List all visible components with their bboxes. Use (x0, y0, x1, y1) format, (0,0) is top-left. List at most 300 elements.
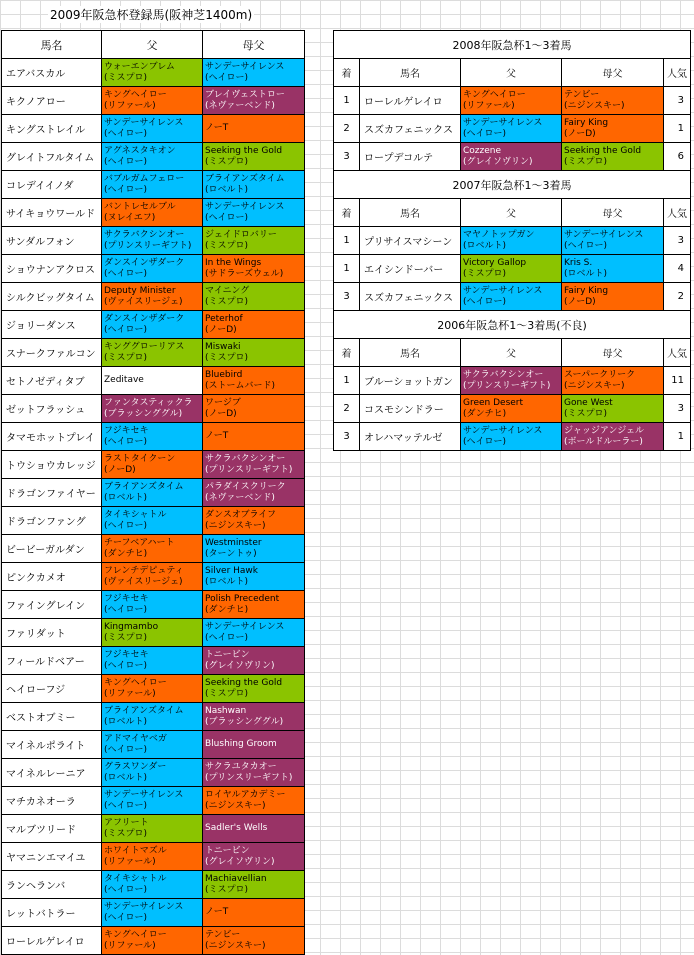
horse-name: サクラバクシンオー (463, 369, 544, 380)
pedigree-cell[interactable] (102, 311, 203, 339)
horse-name-cell[interactable]: セトノゼディタブ (2, 367, 102, 395)
pedigree-cell[interactable] (102, 339, 203, 367)
pedigree-cell[interactable] (203, 619, 305, 647)
pedigree-cell[interactable] (203, 927, 305, 955)
column-header[interactable]: 母父 (562, 59, 664, 87)
pedigree-cell[interactable] (203, 367, 305, 395)
sire-line: (ニジンスキー) (564, 380, 625, 391)
horse-name-cell[interactable]: スズカフェニックス (360, 115, 461, 143)
horse-name: ワージブ (205, 397, 241, 408)
horse-name: ダンスインザダーク (104, 257, 185, 268)
horse-name-cell[interactable]: エアバスカル (2, 59, 102, 87)
sire-line: (ボールドルーラー) (564, 436, 643, 447)
horse-name-cell[interactable]: ゼットフラッシュ (2, 395, 102, 423)
table-row (2, 899, 305, 927)
pedigree-cell[interactable] (102, 367, 203, 395)
sire-line: (ヘイロー) (104, 184, 148, 195)
sire-line: (ターントゥ) (205, 548, 257, 559)
table-row (2, 367, 305, 395)
horse-name: Zeditave (104, 375, 144, 385)
pedigree-cell[interactable] (102, 423, 203, 451)
section-title[interactable]: 2007年阪急杯1～3着馬 (334, 171, 691, 199)
finish-position[interactable]: 1 (334, 87, 360, 115)
finish-position[interactable]: 3 (334, 143, 360, 171)
popularity[interactable]: 3 (664, 227, 691, 255)
table-row (334, 367, 691, 395)
sire-line: (ミスプロ) (205, 296, 249, 307)
pedigree-cell[interactable] (102, 619, 203, 647)
horse-name-cell[interactable]: ドラゴンファング (2, 507, 102, 535)
horse-name-cell[interactable]: マルブツリード (2, 815, 102, 843)
horse-name: Fairy King (564, 117, 609, 128)
table-row (2, 227, 305, 255)
pedigree-cell[interactable] (203, 899, 305, 927)
table-row (2, 59, 305, 87)
column-header[interactable]: 人気 (664, 339, 691, 367)
horse-name: Seeking the Gold (205, 677, 283, 688)
pedigree-cell[interactable] (461, 115, 562, 143)
pedigree-cell[interactable] (203, 787, 305, 815)
sire-line: (ニジンスキー) (205, 520, 266, 531)
header-row (334, 339, 691, 367)
horse-name-cell[interactable]: ローレルゲレイロ (360, 87, 461, 115)
pedigree-cell[interactable] (203, 591, 305, 619)
table-row (334, 143, 691, 171)
column-header[interactable]: 父 (461, 339, 562, 367)
horse-name: タイキシャトル (104, 509, 167, 520)
horse-name: フジキセキ (104, 425, 149, 436)
horse-name-cell[interactable]: ヤマニンエマイユ (2, 843, 102, 871)
section-title-row (334, 31, 691, 59)
pedigree-cell[interactable] (562, 395, 664, 423)
horse-name: バブルガムフェロー (104, 173, 185, 184)
table-row (2, 647, 305, 675)
horse-name: フジキセキ (104, 649, 149, 660)
horse-name-cell[interactable]: フィールドベアー (2, 647, 102, 675)
section-title-row (334, 311, 691, 339)
pedigree-cell[interactable] (203, 759, 305, 787)
sire-line: (ネヴァーベンド) (205, 492, 275, 503)
pedigree-cell[interactable] (203, 675, 305, 703)
pedigree-cell[interactable] (203, 535, 305, 563)
pedigree-cell[interactable] (102, 815, 203, 843)
horse-name: Silver Hawk (205, 565, 258, 576)
horse-name: Seeking the Gold (205, 145, 283, 156)
pedigree-cell[interactable] (102, 87, 203, 115)
horse-name: バントレセルブル (104, 201, 176, 212)
sire-line: (ロベルト) (463, 240, 507, 251)
pedigree-cell[interactable] (203, 311, 305, 339)
sire-line: (ミスプロ) (564, 156, 608, 167)
sire-line: (リファール) (104, 688, 156, 699)
pedigree-cell[interactable] (102, 703, 203, 731)
pedigree-cell[interactable] (102, 759, 203, 787)
pedigree-cell[interactable] (203, 451, 305, 479)
pedigree-cell[interactable] (102, 283, 203, 311)
sire-line: (ヘイロー) (205, 212, 249, 223)
sire-line: (ヘイロー) (463, 128, 507, 139)
pedigree-cell[interactable] (203, 647, 305, 675)
horse-name: サンデーサイレンス (463, 285, 543, 296)
pedigree-cell[interactable] (102, 171, 203, 199)
pedigree-cell[interactable] (562, 143, 664, 171)
finish-position[interactable]: 1 (334, 255, 360, 283)
horse-name: サンデーサイレンス (104, 901, 184, 912)
popularity[interactable]: 6 (664, 143, 691, 171)
column-header[interactable]: 父 (102, 31, 203, 59)
finish-position[interactable]: 1 (334, 367, 360, 395)
sire-line: (ヘイロー) (205, 72, 249, 83)
column-header[interactable]: 馬名 (2, 31, 102, 59)
horse-name-cell[interactable]: レットバトラー (2, 899, 102, 927)
horse-name: ラストタイクーン (104, 453, 176, 464)
popularity[interactable]: 11 (664, 367, 691, 395)
header-row (2, 31, 305, 59)
column-header[interactable]: 馬名 (360, 199, 461, 227)
table-row (2, 423, 305, 451)
column-header[interactable]: 着 (334, 339, 360, 367)
table-row (2, 87, 305, 115)
table-row (2, 339, 305, 367)
horse-name: スーパークリーク (564, 369, 636, 380)
horse-name: キンググローリアス (104, 341, 185, 352)
horse-name: ノーT (205, 123, 229, 133)
pedigree-cell[interactable] (203, 171, 305, 199)
horse-name: キングヘイロー (104, 929, 167, 940)
horse-name-cell[interactable]: ファリダット (2, 619, 102, 647)
horse-name: サンデーサイレンス (463, 117, 543, 128)
horse-name: Miswaki (205, 341, 241, 352)
pedigree-cell[interactable] (203, 339, 305, 367)
horse-name: フジキセキ (104, 593, 149, 604)
entries-table (1, 30, 305, 955)
finish-position[interactable]: 2 (334, 115, 360, 143)
horse-name: フレンチデピュティ (104, 565, 184, 576)
column-header[interactable]: 着 (334, 199, 360, 227)
horse-name-cell[interactable]: オレハマッテルゼ (360, 423, 461, 451)
column-header[interactable]: 人気 (664, 199, 691, 227)
pedigree-cell[interactable] (102, 787, 203, 815)
horse-name-cell[interactable]: ショウナンアクロス (2, 255, 102, 283)
horse-name: テンビー (564, 89, 600, 100)
table-row (2, 451, 305, 479)
pedigree-cell[interactable] (203, 255, 305, 283)
table-row (334, 255, 691, 283)
pedigree-cell[interactable] (203, 843, 305, 871)
table-row (2, 563, 305, 591)
horse-name-cell[interactable]: タマモホットプレイ (2, 423, 102, 451)
table-row (2, 675, 305, 703)
horse-name-cell[interactable]: ブルーショットガン (360, 367, 461, 395)
pedigree-cell[interactable] (203, 283, 305, 311)
pedigree-cell[interactable] (562, 115, 664, 143)
pedigree-cell[interactable] (203, 423, 305, 451)
horse-name: トニービン (205, 845, 250, 856)
horse-name-cell[interactable]: マチカネオーラ (2, 787, 102, 815)
pedigree-cell[interactable] (461, 227, 562, 255)
horse-name: タイキシャトル (104, 873, 167, 884)
horse-name-cell[interactable]: トウショウカレッジ (2, 451, 102, 479)
pedigree-cell[interactable] (461, 395, 562, 423)
pedigree-cell[interactable] (203, 815, 305, 843)
table-row (2, 815, 305, 843)
horse-name-cell[interactable]: シルクビッグタイム (2, 283, 102, 311)
column-header[interactable]: 父 (461, 199, 562, 227)
horse-name: Blushing Groom (205, 739, 277, 749)
horse-name-cell[interactable]: コスモシンドラー (360, 395, 461, 423)
sire-line: (ヘイロー) (104, 436, 148, 447)
horse-name: サンデーサイレンス (205, 201, 285, 212)
horse-name: チーフベアハート (104, 537, 175, 548)
horse-name: ダンスオブライフ (205, 509, 277, 520)
finish-position[interactable]: 2 (334, 395, 360, 423)
sire-line: (ヘイロー) (564, 240, 608, 251)
header-row (334, 59, 691, 87)
sire-line: (リファール) (463, 100, 515, 111)
horse-name: Kris S. (564, 257, 593, 268)
pedigree-cell[interactable] (102, 647, 203, 675)
finish-position[interactable]: 3 (334, 283, 360, 311)
horse-name: サクラバクシンオー (205, 453, 286, 464)
horse-name-cell[interactable]: ビービーガルダン (2, 535, 102, 563)
horse-name: Seeking the Gold (564, 145, 642, 156)
horse-name-cell[interactable]: ドラゴンファイヤー (2, 479, 102, 507)
pedigree-cell[interactable] (203, 87, 305, 115)
pedigree-cell[interactable] (203, 563, 305, 591)
pedigree-cell[interactable] (102, 535, 203, 563)
horse-name: Fairy King (564, 285, 609, 296)
horse-name-cell[interactable]: キングストレイル (2, 115, 102, 143)
pedigree-cell[interactable] (203, 199, 305, 227)
sire-line: (プリンスリーギフト) (104, 240, 192, 251)
sire-line: (ノーD) (564, 128, 596, 139)
pedigree-cell[interactable] (102, 731, 203, 759)
pedigree-cell[interactable] (461, 143, 562, 171)
pedigree-cell[interactable] (203, 731, 305, 759)
horse-name-cell[interactable]: サンダルフォン (2, 227, 102, 255)
horse-name: キングヘイロー (463, 89, 526, 100)
pedigree-cell[interactable] (203, 227, 305, 255)
finish-position[interactable]: 1 (334, 227, 360, 255)
horse-name-cell[interactable]: ベストオブミー (2, 703, 102, 731)
horse-name: トニービン (205, 649, 250, 660)
column-header[interactable]: 母父 (562, 199, 664, 227)
horse-name-cell[interactable]: エイシンドーバー (360, 255, 461, 283)
horse-name-cell[interactable]: コレデイイノダ (2, 171, 102, 199)
pedigree-cell[interactable] (203, 507, 305, 535)
pedigree-cell[interactable] (102, 59, 203, 87)
section-title[interactable]: 2006年阪急杯1～3着馬(不良) (334, 311, 691, 339)
horse-name: キングヘイロー (104, 89, 167, 100)
sire-line: (ロベルト) (564, 268, 608, 279)
sire-line: (ノーD) (205, 324, 237, 335)
horse-name: マヤノトップガン (463, 229, 535, 240)
pedigree-cell[interactable] (461, 423, 562, 451)
sire-line: (ミスプロ) (205, 688, 249, 699)
pedigree-cell[interactable] (102, 255, 203, 283)
sire-line: (ヘイロー) (104, 520, 148, 531)
sheet-title: 2009年阪急杯登録馬(阪神芝1400m) (50, 8, 253, 22)
horse-name-cell[interactable]: ロープデコルテ (360, 143, 461, 171)
horse-name: Peterhof (205, 313, 243, 324)
pedigree-cell[interactable] (102, 451, 203, 479)
sire-line: (グレイソヴリン) (205, 856, 275, 867)
pedigree-cell[interactable] (102, 115, 203, 143)
column-header[interactable]: 馬名 (360, 339, 461, 367)
table-row (2, 171, 305, 199)
sire-line: (ミスプロ) (104, 632, 148, 643)
column-header[interactable]: 馬名 (360, 59, 461, 87)
horse-name: アドマイヤベガ (104, 733, 167, 744)
past-results-table (333, 30, 691, 451)
horse-name: ジェイドロバリー (205, 229, 277, 240)
pedigree-cell[interactable] (461, 87, 562, 115)
table-row (2, 199, 305, 227)
horse-name: ロイヤルアカデミー (205, 789, 286, 800)
pedigree-cell[interactable] (203, 703, 305, 731)
horse-name-cell[interactable]: スナークファルコン (2, 339, 102, 367)
sire-line: (サドラーズウェル) (205, 268, 284, 279)
pedigree-cell[interactable] (102, 563, 203, 591)
horse-name-cell[interactable]: グレイトフルタイム (2, 143, 102, 171)
table-row (2, 143, 305, 171)
horse-name-cell[interactable]: ピンクカメオ (2, 563, 102, 591)
sire-line: (プリンスリーギフト) (205, 772, 293, 783)
sire-line: (ヘイロー) (104, 268, 148, 279)
pedigree-cell[interactable] (203, 479, 305, 507)
sire-line: (ストームバード) (205, 380, 276, 391)
pedigree-cell[interactable] (203, 115, 305, 143)
horse-name-cell[interactable]: ローレルゲレイロ (2, 927, 102, 955)
sire-line: (ヌレイエフ) (104, 212, 156, 223)
horse-name: ダンスインザダーク (104, 313, 185, 324)
column-header[interactable]: 母父 (562, 339, 664, 367)
pedigree-cell[interactable] (562, 283, 664, 311)
horse-name-cell[interactable]: ヘイローフジ (2, 675, 102, 703)
finish-position[interactable]: 3 (334, 423, 360, 451)
table-row (2, 871, 305, 899)
pedigree-cell[interactable] (102, 675, 203, 703)
column-header[interactable]: 父 (461, 59, 562, 87)
horse-name: Victory Gallop (463, 257, 527, 268)
table-row (2, 535, 305, 563)
pedigree-cell[interactable] (461, 283, 562, 311)
pedigree-cell[interactable] (102, 927, 203, 955)
pedigree-cell[interactable] (102, 507, 203, 535)
sire-line: (ミスプロ) (205, 156, 249, 167)
column-header[interactable]: 人気 (664, 59, 691, 87)
popularity[interactable]: 4 (664, 255, 691, 283)
pedigree-cell[interactable] (102, 143, 203, 171)
horse-name-cell[interactable]: ランヘランバ (2, 871, 102, 899)
header-row (334, 199, 691, 227)
sire-line: (ヘイロー) (104, 884, 148, 895)
table-row (2, 703, 305, 731)
horse-name: Machiavellian (205, 873, 267, 884)
horse-name-cell[interactable]: マイネルレーニア (2, 759, 102, 787)
sire-line: (ダンチヒ) (463, 408, 507, 419)
sire-line: (ミスプロ) (205, 240, 249, 251)
popularity[interactable]: 1 (664, 115, 691, 143)
popularity[interactable]: 2 (664, 283, 691, 311)
section-title[interactable]: 2008年阪急杯1～3着馬 (334, 31, 691, 59)
sire-line: (ミスプロ) (564, 408, 608, 419)
pedigree-cell[interactable] (562, 87, 664, 115)
column-header[interactable]: 母父 (203, 31, 305, 59)
sire-line: (ヘイロー) (104, 800, 148, 811)
pedigree-cell[interactable] (102, 199, 203, 227)
sire-line: (ヘイロー) (463, 296, 507, 307)
pedigree-cell[interactable] (102, 843, 203, 871)
sire-line: (ノーD) (104, 464, 136, 475)
horse-name: Westminster (205, 537, 262, 548)
table-row (2, 843, 305, 871)
pedigree-cell[interactable] (461, 255, 562, 283)
pedigree-cell[interactable] (562, 227, 664, 255)
sire-line: (ミスプロ) (463, 268, 507, 279)
horse-name: ブレイヴェストロー (205, 89, 285, 100)
horse-name: ウォーエンブレム (104, 61, 175, 72)
table-row (2, 927, 305, 955)
horse-name: サンデーサイレンス (205, 61, 285, 72)
pedigree-cell[interactable] (203, 143, 305, 171)
sire-line: (ヘイロー) (104, 660, 148, 671)
popularity[interactable]: 1 (664, 423, 691, 451)
horse-name: ブライアンズタイム (205, 173, 285, 184)
pedigree-cell[interactable] (562, 423, 664, 451)
horse-name-cell[interactable]: スズカフェニックス (360, 283, 461, 311)
pedigree-cell[interactable] (203, 395, 305, 423)
pedigree-cell[interactable] (102, 395, 203, 423)
pedigree-cell[interactable] (102, 899, 203, 927)
horse-name-cell[interactable]: プリサイスマシーン (360, 227, 461, 255)
horse-name: サンデーサイレンス (463, 425, 543, 436)
pedigree-cell[interactable] (102, 591, 203, 619)
horse-name: サンデーサイレンス (104, 117, 184, 128)
pedigree-cell[interactable] (203, 59, 305, 87)
pedigree-cell[interactable] (102, 479, 203, 507)
table-row (2, 479, 305, 507)
pedigree-cell[interactable] (562, 255, 664, 283)
sire-line: (ヴァイスリージェ) (104, 576, 183, 587)
table-row (2, 395, 305, 423)
horse-name: Polish Precedent (205, 593, 280, 604)
pedigree-cell[interactable] (102, 227, 203, 255)
popularity[interactable]: 3 (664, 395, 691, 423)
table-row (334, 395, 691, 423)
horse-name-cell[interactable]: サイキョウワールド (2, 199, 102, 227)
sire-line: (ヘイロー) (463, 436, 507, 447)
sire-line: (ヘイロー) (104, 324, 148, 335)
pedigree-cell[interactable] (461, 367, 562, 395)
popularity[interactable]: 3 (664, 87, 691, 115)
horse-name-cell[interactable]: ファイングレイン (2, 591, 102, 619)
horse-name-cell[interactable]: ジョリーダンス (2, 311, 102, 339)
pedigree-cell[interactable] (102, 871, 203, 899)
table-row (2, 759, 305, 787)
horse-name: ホワイトマズル (104, 845, 167, 856)
sire-line: (ロベルト) (205, 184, 249, 195)
section-title-row (334, 171, 691, 199)
horse-name: In the Wings (205, 257, 262, 268)
column-header[interactable]: 着 (334, 59, 360, 87)
horse-name-cell[interactable]: キクノアロー (2, 87, 102, 115)
sire-line: (ヘイロー) (104, 156, 148, 167)
pedigree-cell[interactable] (203, 871, 305, 899)
sire-line: (ロベルト) (104, 772, 148, 783)
pedigree-cell[interactable] (562, 367, 664, 395)
horse-name-cell[interactable]: マイネルポライト (2, 731, 102, 759)
